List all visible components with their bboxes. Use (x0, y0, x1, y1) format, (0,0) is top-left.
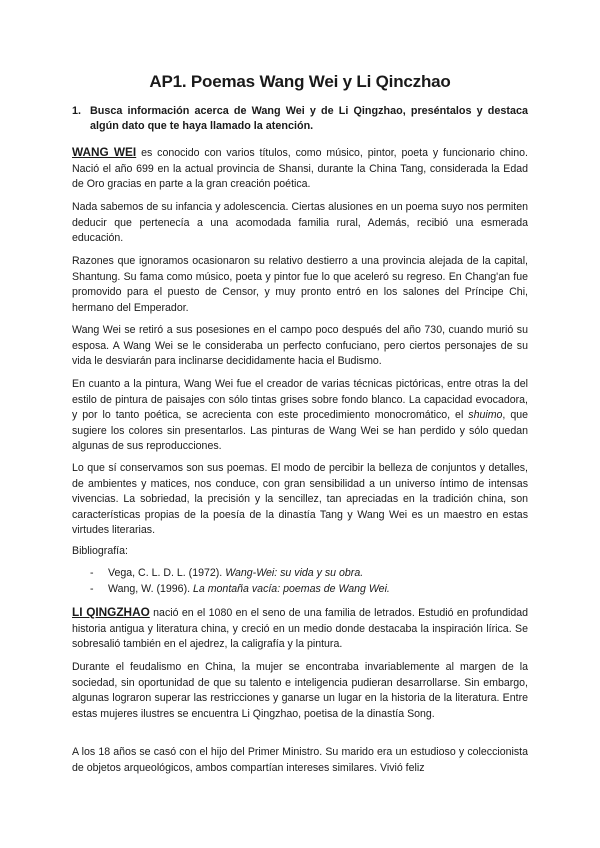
bibliography-item-plain: Wang, W. (1996). (108, 582, 193, 595)
li-qingzhao-p1: nació en el 1080 en el seno de una familia de letrados. Estudió en profundidad historia antigua y literatura china, y creció en un medio donde destacaba la inspiración lírica. Se sobresalió también en el ajedrez, la caligrafía y la pintura. (72, 607, 528, 651)
question-number: 1. (72, 105, 82, 117)
wang-wei-p5-italic: shuimo (468, 409, 503, 422)
wang-wei-paragraph-4 (72, 323, 528, 370)
wang-wei-paragraph-2 (72, 200, 528, 247)
wang-wei-p2: Nada sabemos de su infancia y adolescencia. Ciertas alusiones en un poema suyo nos permiten deducir que pertenecía a una acomodada familia rural, Además, recibió una esmerada educación. (72, 201, 528, 245)
li-qingzhao-p3: A los 18 años se casó con el hijo del Primer Ministro. Su marido era un estudioso y coleccionista de objetos arqueológicos, ambos compartían intereses similares. Vivió feliz (72, 746, 528, 774)
wang-wei-p4: Wang Wei se retiró a sus posesiones en el campo poco después del año 730, cuando murió su esposa. A Wang Wei se le consideraba un perfecto confuciano, pero ciertos personajes de su vida le desviarán para inclinarse decididamente hacia el Budismo. (72, 324, 528, 368)
question-text: Busca información acerca de Wang Wei y de Li Qingzhao, preséntalos y destaca algún dato que te haya llamado la atención. (90, 105, 528, 132)
bibliography-item-plain: Vega, C. L. D. L. (1972). (108, 567, 226, 579)
wang-wei-paragraph-5 (72, 377, 528, 455)
li-qingzhao-heading: LI QINGZHAO (72, 605, 150, 619)
bibliography-item-italic: La montaña vacía: poemas de Wang Wei. (192, 582, 390, 595)
wang-wei-p6: Lo que sí conservamos son sus poemas. El modo de percibir la belleza de conjuntos y detalles, de ambientes y matices, nos conduce, con gran sensibilidad a un universo íntimo de intensas vivencias. La sobriedad, la precisión y la sencillez, tan apreciadas en la tradición china, son características propias de la poesía de la dinastía Tang y Wang Wei es un maestro en estas virtudes literarias. (72, 462, 528, 537)
list-dash: - (90, 567, 94, 579)
bibliography-label: Bibliografía: (72, 545, 128, 557)
wang-wei-heading: WANG WEI (72, 145, 137, 159)
wang-wei-intro (72, 145, 528, 193)
bibliography-item (72, 582, 528, 598)
li-qingzhao-paragraph-3 (72, 745, 528, 776)
question-item (72, 104, 528, 134)
li-qingzhao-intro (72, 605, 528, 653)
li-qingzhao-paragraph-2 (72, 660, 528, 722)
page-title: AP1. Poemas Wang Wei y Li Qinczhao (149, 72, 451, 91)
bibliography-list (72, 566, 528, 597)
wang-wei-paragraph-3 (72, 254, 528, 316)
wang-wei-paragraph-6 (72, 461, 528, 539)
wang-wei-p5-a: En cuanto a la pintura, Wang Wei fue el creador de varias técnicas pictóricas, entre otras la del estilo de pintura de paisajes con sólo tintas grises sobre fondo blanco. La capacidad evocadora, y por lo tanto poética, se acrecienta con este procedimiento monocromático, el (72, 378, 528, 422)
wang-wei-p5-b: , que sugiere los colores sin presentarlos. Las pinturas de Wang Wei se han perdido y sólo quedan algunas de sus reproducciones. (72, 409, 528, 453)
li-qingzhao-p2: Durante el feudalismo en China, la mujer se encontraba invariablemente al margen de la sociedad, sin oportunidad de que su talento e inteligencia pudieran desarrollarse. Sin embargo, algunas lograron superar las restricciones y ganarse un lugar en la historia de la literatura. Entre estas mujeres ilustres se encuentra Li Qingzhao, poetisa de la dinastía Song. (72, 661, 528, 720)
wang-wei-p1: es conocido con varios títulos, como músico, pintor, poeta y funcionario chino. Nació el año 699 en la actual provincia de Shansi, durante la China Tang, considerada la Edad de Oro gracias en parte a la gran creación poética. (72, 147, 529, 191)
wang-wei-p3: Razones que ignoramos ocasionaron su relativo destierro a una provincia alejada de la capital, Shantung. Su fama como músico, poeta y pintor fue lo que aceleró su regreso. En Chang'an fue promovido para el puesto de Censor, y muy pronto entró en los salones del Príncipe Chi, hermano del Emperador. (72, 255, 528, 314)
bibliography-item-italic: Wang-Wei: su vida y su obra. (225, 567, 364, 579)
bibliography-item (72, 566, 528, 582)
list-dash: - (90, 582, 94, 595)
